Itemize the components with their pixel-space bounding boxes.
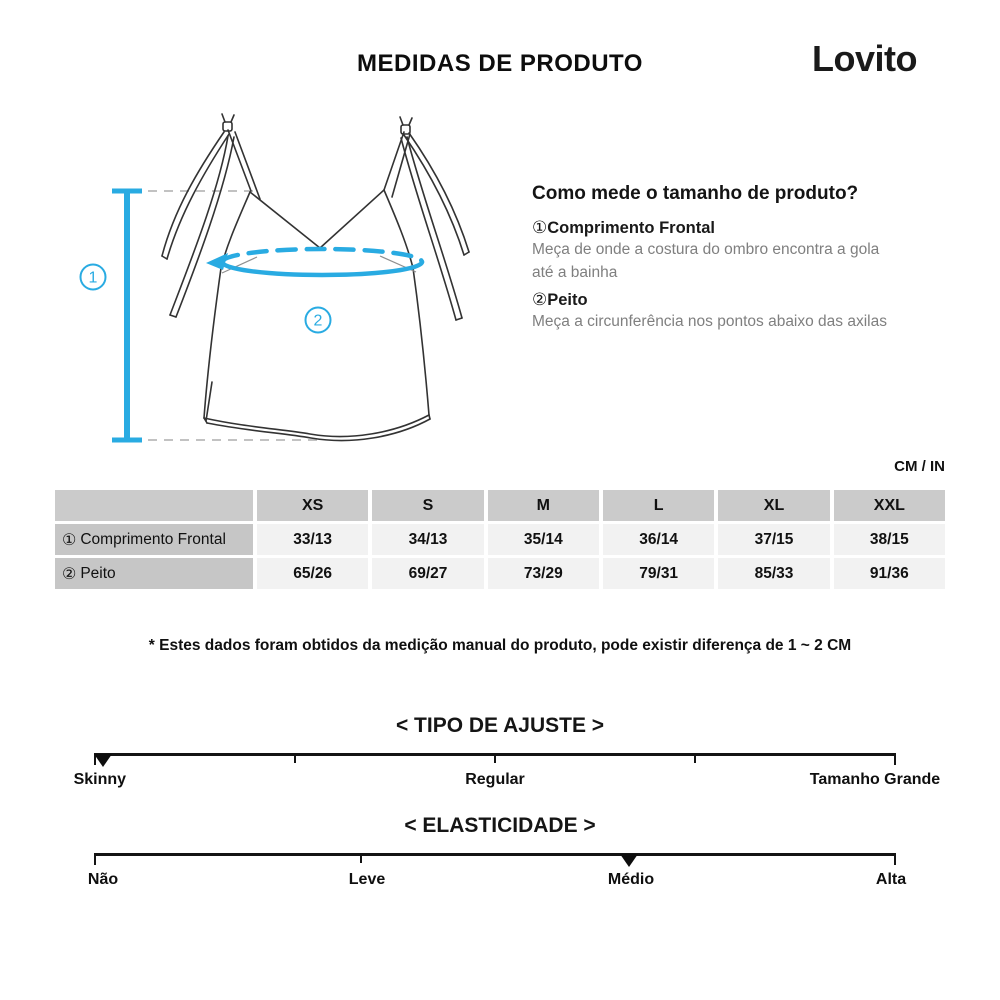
page-title: MEDIDAS DE PRODUTO: [357, 50, 643, 77]
table-cell: 69/27: [372, 558, 483, 589]
scale-tick: [894, 853, 896, 865]
how-to-item-1-desc: Meça de onde a costura do ombro encontra a gola até a bainha: [532, 241, 880, 281]
svg-text:1: 1: [88, 269, 98, 287]
circled-1-icon: ①: [532, 218, 548, 237]
scale-tick: [360, 853, 362, 863]
table-corner-cell: [55, 490, 253, 521]
svg-text:2: 2: [313, 312, 323, 330]
column-header: XL: [718, 490, 829, 521]
scale-tick: [94, 853, 96, 865]
row-header-length: ① Comprimento Frontal: [55, 524, 253, 555]
circled-2-icon: ②: [532, 290, 548, 309]
table-cell: 37/15: [718, 524, 829, 555]
fit-type-marker-icon: [94, 754, 112, 767]
fit-type-scale: [73, 753, 941, 799]
garment-outline: [162, 114, 469, 441]
table-cell: 79/31: [603, 558, 714, 589]
elasticity-marker-icon: [620, 854, 638, 867]
table-cell: 85/33: [718, 558, 829, 589]
fit-label-skinny: Skinny: [73, 771, 127, 788]
table-cell: 35/14: [488, 524, 599, 555]
elasticity-label-alta: Alta: [875, 871, 907, 888]
scale-tick: [694, 753, 696, 763]
column-header: M: [488, 490, 599, 521]
elasticity-label-leve: Leve: [348, 871, 386, 888]
size-table: [55, 490, 945, 589]
table-cell: 36/14: [603, 524, 714, 555]
how-to-section: [532, 183, 924, 333]
how-to-item-2-name: ②Peito: [532, 290, 588, 309]
measure-guide-dashes: [132, 191, 318, 440]
lovito-logo: Lovito: [812, 38, 917, 79]
table-cell: 73/29: [488, 558, 599, 589]
fit-label-regular: Regular: [465, 771, 525, 788]
scale-tick: [894, 753, 896, 765]
circled-2-icon: ②: [62, 565, 77, 583]
fit-type-title: < TIPO DE AJUSTE >: [395, 714, 605, 737]
scale-tick: [294, 753, 296, 763]
elasticity-label-medio: Médio: [607, 871, 655, 888]
scale-line: [95, 853, 895, 856]
fit-label-tamanho-grande: Tamanho Grande: [809, 771, 941, 788]
table-cell: 91/36: [834, 558, 945, 589]
table-cell: 33/13: [257, 524, 368, 555]
scale-tick: [494, 753, 496, 763]
elasticity-title: < ELASTICIDADE >: [404, 814, 596, 837]
circled-1-icon: ①: [62, 531, 77, 549]
table-cell: 34/13: [372, 524, 483, 555]
how-to-title: Como mede o tamanho de produto?: [532, 183, 859, 204]
column-header: XS: [257, 490, 368, 521]
table-cell: 38/15: [834, 524, 945, 555]
column-header: S: [372, 490, 483, 521]
column-header: XXL: [834, 490, 945, 521]
column-header: L: [603, 490, 714, 521]
row-header-chest: ② Peito: [55, 558, 253, 589]
measure-arrow-icon: [206, 253, 228, 270]
how-to-item-1-name: ①Comprimento Frontal: [532, 218, 715, 237]
unit-label: CM / IN: [894, 458, 945, 475]
length-measure-bar: [112, 191, 142, 440]
garment-diagram: [70, 110, 510, 470]
elasticity-label-nao: Não: [87, 871, 119, 888]
marker-1-badge: [81, 265, 106, 290]
chest-measure-ellipse: [222, 249, 422, 275]
measurement-disclaimer: * Estes dados foram obtidos da medição manual do produto, pode existir diferença de 1 ~ 2 CM: [148, 637, 852, 654]
elasticity-scale: [87, 853, 907, 899]
table-cell: 65/26: [257, 558, 368, 589]
how-to-item-2-desc: Meça a circunferência nos pontos abaixo das axilas: [532, 313, 887, 330]
marker-2-badge: [306, 308, 331, 333]
